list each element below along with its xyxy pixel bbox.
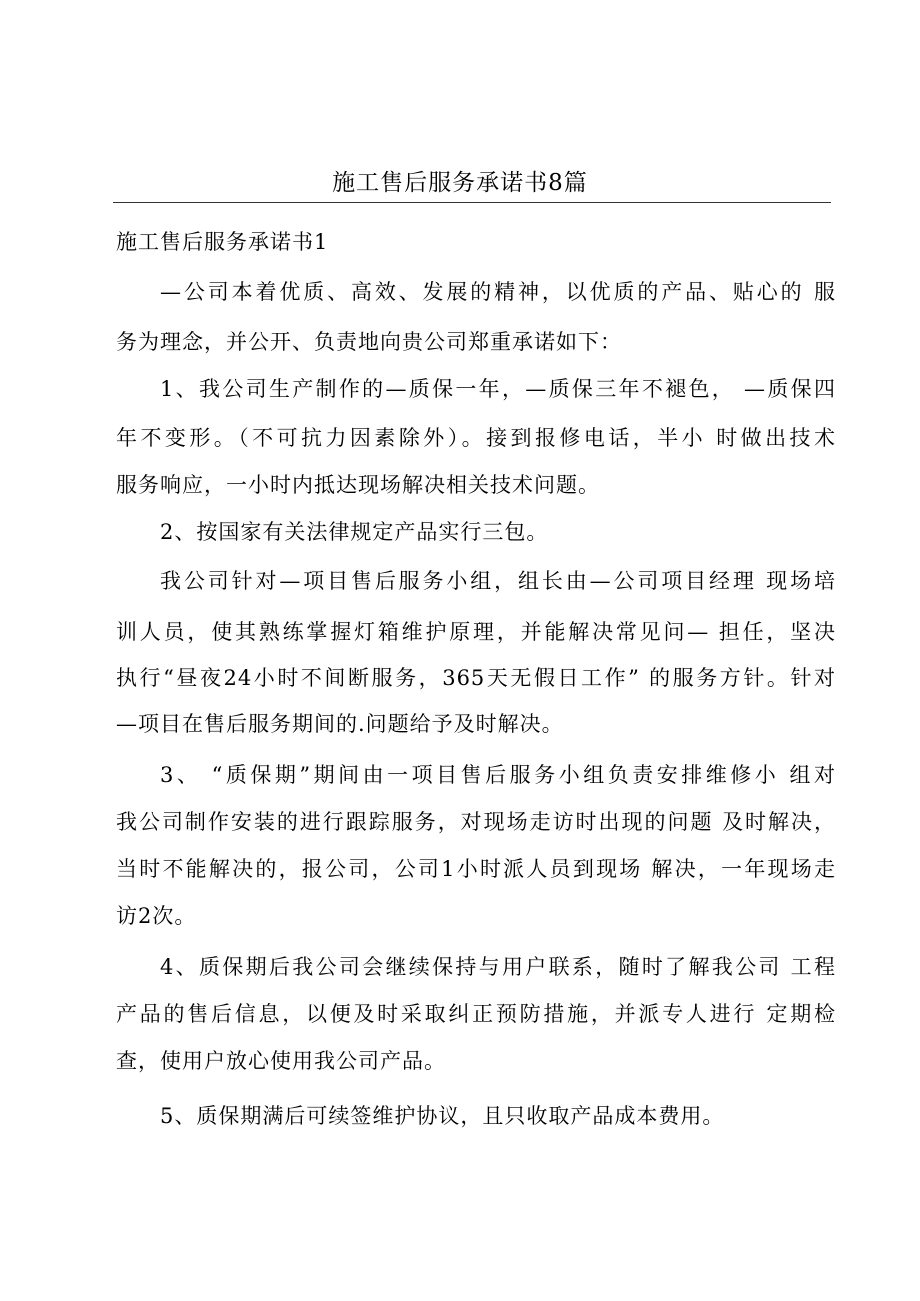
paragraph-line: 年不变形。（不可抗力因素除外）。接到报修电话，半小 时做出技术 [116, 426, 836, 450]
paragraph-line: 训人员，使其熟练掌握灯箱维护原理，并能解决常见问— 担任，坚决 [116, 620, 836, 644]
paragraph-line: 我公司制作安装的进行跟踪服务，对现场走访时出现的问题 及时解决， [116, 810, 836, 834]
paragraph-line: 4、质保期后我公司会继续保持与用户联系，随时了解我公司 工程 [160, 955, 836, 979]
paragraph-line: 5、质保期满后可续签维护协议，且只收取产品成本费用。 [160, 1104, 725, 1128]
paragraph-line: 当时不能解决的，报公司，公司1小时派人员到现场 解决，一年现场走 [116, 857, 836, 881]
paragraph-line: 查，使用户放心使用我公司产品。 [116, 1049, 446, 1073]
paragraph-line: 产品的售后信息，以便及时采取纠正预防措施，并派专人进行 定期检 [116, 1002, 836, 1026]
paragraph-line: 务为理念，并公开、负责地向贵公司郑重承诺如下： [116, 330, 622, 354]
paragraph-line: 2、按国家有关法律规定产品实行三包。 [160, 520, 549, 544]
paragraph-line: 3、 “质保期”期间由一项目售后服务小组负责安排维修小 组对 [160, 763, 836, 787]
section-subtitle: 施工售后服务承诺书1 [116, 230, 329, 254]
paragraph-line: 访2次。 [116, 904, 197, 928]
paragraph-line: 1、我公司生产制作的—质保一年，—质保三年不褪色， —质保四 [160, 377, 836, 401]
paragraph-line: 我公司针对—项目售后服务小组，组长由—公司项目经理 现场培 [160, 569, 836, 593]
paragraph-line: 服务响应，一小时内抵达现场解决相关技术问题。 [116, 473, 600, 497]
document-title: 施工售后服务承诺书8篇 [332, 170, 588, 196]
title-divider [113, 202, 831, 203]
paragraph-line: 执行“昼夜24小时不间断服务，365天无假日工作” 的服务方针。针对 [116, 666, 836, 690]
paragraph-line: —公司本着优质、高效、发展的精神，以优质的产品、贴心的 服 [160, 280, 836, 304]
paragraph-line: —项目在售后服务期间的.问题给予及时解决。 [116, 712, 564, 736]
